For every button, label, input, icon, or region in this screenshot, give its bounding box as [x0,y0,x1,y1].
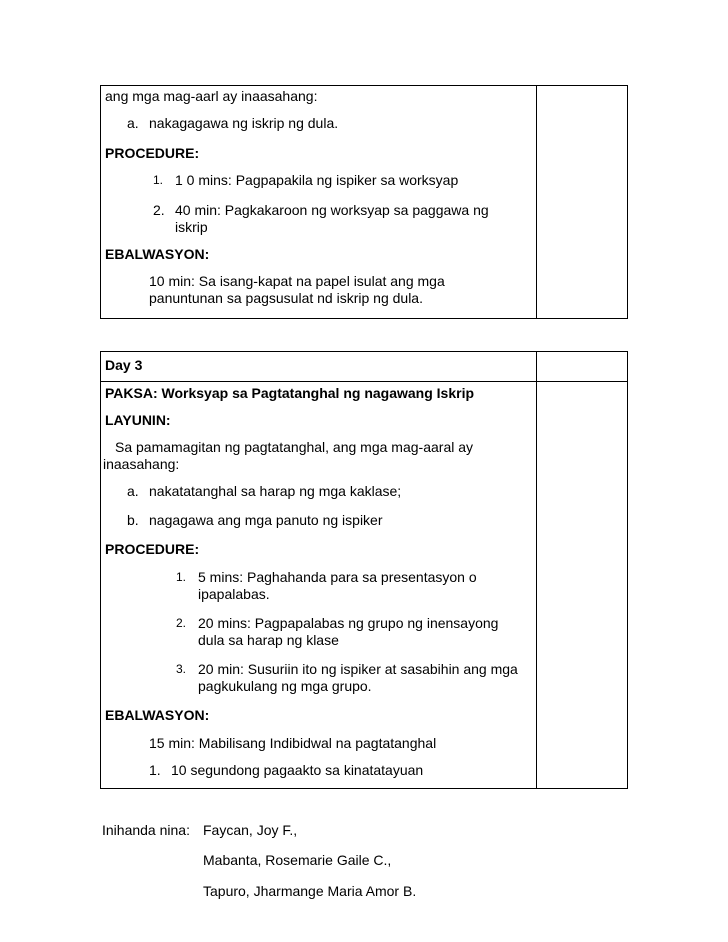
column-divider [536,86,537,318]
procedure-line: 20 mins: Pagpapalabas ng grupo ng inensayong [198,615,499,631]
evaluation-line: 15 min: Mabilisang Indibidwal na pagtatanghal [149,735,437,751]
author-name: Mabanta, Rosemarie Gaile C., [203,852,392,868]
procedure-heading: PROCEDURE: [105,541,200,557]
evaluation-line: panuntunan sa pagsusulat nd iskrip ng dula. [149,290,423,306]
objective-text: nagagawa ang mga panuto ng ispiker [149,512,383,528]
objective-text: nakagagawa ng iskrip ng dula. [149,115,339,131]
procedure-number: 1. [176,570,187,584]
procedure-line: 20 min: Susuriin ito ng ispiker at sasabihin ang mga [198,661,518,677]
intro-text: ang mga mag-aarl ay inaasahang: [105,88,318,104]
topic-heading: PAKSA: Worksyap sa Pagtatanghal ng nagawang Iskrip [105,385,475,401]
objective-text: nakatatanghal sa harap ng mga kaklase; [149,483,402,499]
procedure-line: ipapalabas. [198,586,270,602]
evaluation-item-text: 10 segundong pagaakto sa kinatatayuan [171,762,424,778]
row-divider [101,381,627,382]
procedure-line: 5 mins: Paghahanda para sa presentasyon o [198,569,477,585]
objective-marker: a. [127,115,139,131]
column-divider [536,352,537,788]
procedure-number: 3. [176,662,187,676]
author-name: Faycan, Joy F., [203,822,298,838]
procedure-line: iskrip [175,219,208,235]
prepared-by-label: Inihanda nina: [102,822,190,838]
evaluation-heading: EBALWASYON: [105,707,210,723]
lesson-table-1 [100,85,628,319]
evaluation-line: 10 min: Sa isang-kapat na papel isulat ang mga [149,273,445,289]
procedure-line: pagkukulang ng mga grupo. [198,678,372,694]
procedure-line: dula sa harap ng klase [198,632,339,648]
evaluation-heading: EBALWASYON: [105,246,210,262]
author-name: Tapuro, Jharmange Maria Amor B. [203,883,417,899]
evaluation-item-number: 1. [149,762,161,778]
intro-line: Sa pamamagitan ng pagtatanghal, ang mga mag-aaral ay [115,439,474,455]
objective-marker: b. [127,512,139,528]
procedure-number: 2. [153,202,165,218]
objective-marker: a. [127,483,139,499]
procedure-line: 40 min: Pagkakaroon ng worksyap sa paggawa ng [175,202,489,218]
procedure-number: 2. [176,616,187,630]
procedure-number: 1. [153,173,164,187]
intro-line: inaasahang: [103,456,180,472]
objectives-heading: LAYUNIN: [105,412,171,428]
day-label: Day 3 [105,357,143,373]
procedure-heading: PROCEDURE: [105,145,200,161]
lesson-table-2 [100,351,628,789]
procedure-line: 1 0 mins: Pagpapakila ng ispiker sa worksyap [175,172,459,188]
